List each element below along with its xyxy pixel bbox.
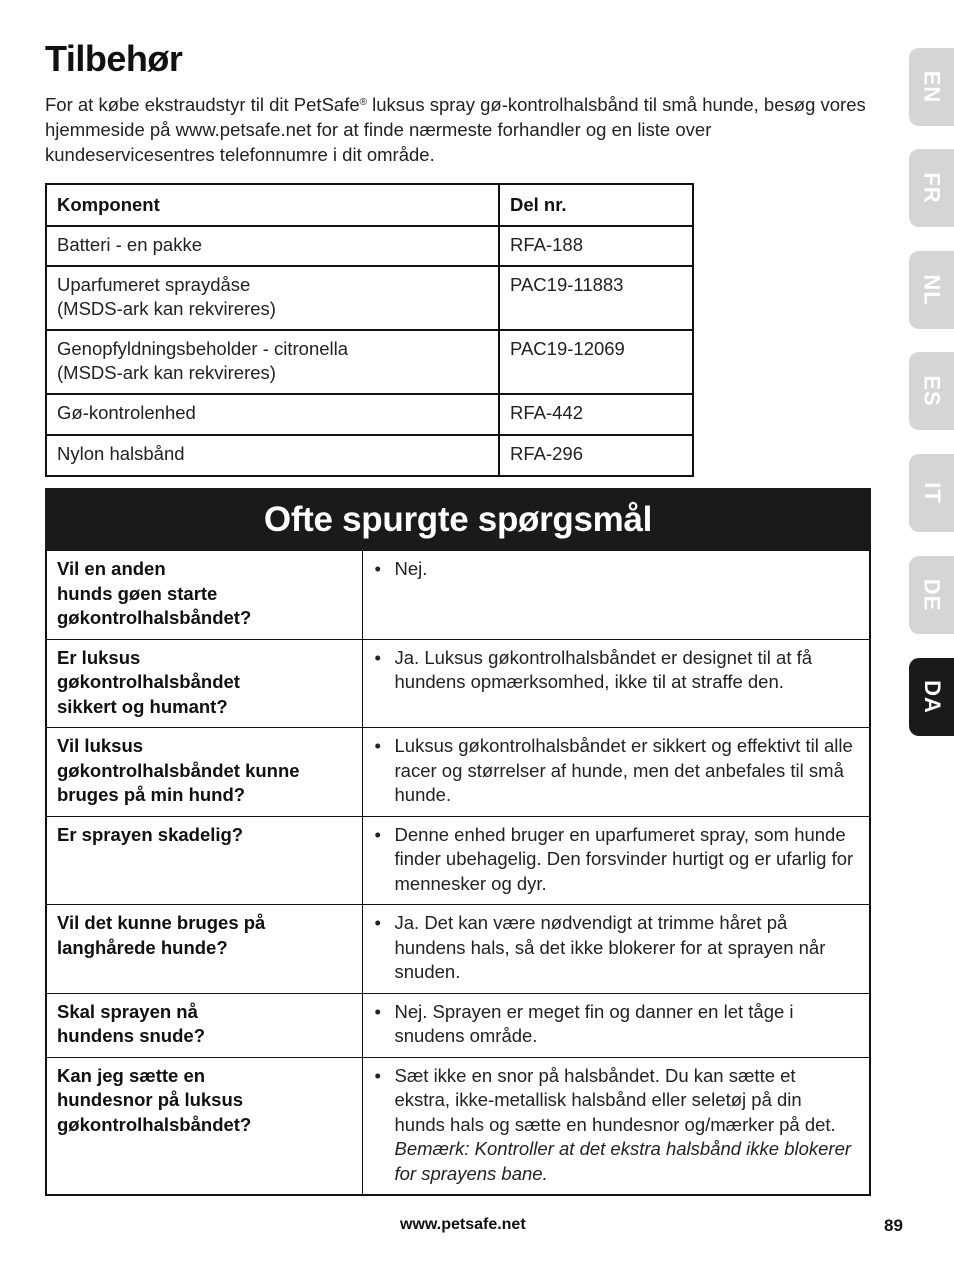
accessories-table-header (46, 184, 693, 226)
question-line: Er sprayen skadelig? (57, 823, 244, 845)
answer-text: Nej. (394, 558, 428, 579)
faq-answer (362, 1057, 870, 1195)
faq-answer (362, 551, 870, 640)
tab-es[interactable] (909, 352, 954, 430)
faq-answer (362, 905, 870, 994)
answer-text: Nej. Sprayen er meget fin og danner en let tåge i snudens område. (394, 1000, 794, 1046)
faq-table (45, 550, 871, 1196)
intro-paragraph (45, 92, 875, 167)
answer-text: Ja. Det kan være nødvendigt at trimme håret på hundens hals, så det ikke blokerer for at sprayen når snuden. (394, 912, 826, 982)
faq-row (46, 1057, 870, 1195)
faq-heading: Ofte spurgte spørgsmål (45, 488, 871, 551)
faq-question (46, 993, 362, 1057)
tab-it[interactable] (909, 454, 954, 532)
question-line: bruges på min hund? (57, 784, 246, 805)
bullet: • (374, 823, 381, 845)
faq-question (46, 551, 362, 640)
bullet: • (374, 558, 381, 579)
header-part-number: Del nr. (499, 184, 693, 226)
part-number: PAC19-11883 (499, 266, 693, 330)
tab-label: EN (919, 70, 945, 104)
question-line: Er luksus (57, 646, 141, 668)
faq-row (46, 639, 870, 728)
bullet: • (374, 1000, 381, 1022)
tab-fr[interactable] (909, 149, 954, 227)
answer-text: Sæt ikke en snor på halsbåndet. Du kan sætte et ekstra, ikke-metallisk halsbånd eller seletøj på din hunds hals og sætte en hundesnor og/mærker på det. (394, 1064, 836, 1135)
header-component: Komponent (46, 184, 499, 226)
accessories-table (45, 183, 694, 477)
bullet: • (374, 1064, 381, 1086)
faq-answer (362, 728, 870, 817)
component-cell (46, 266, 499, 330)
tab-en[interactable] (909, 48, 954, 126)
question-line: Vil det kunne bruges på (57, 912, 266, 933)
bullet: • (374, 646, 381, 668)
part-number: RFA-442 (499, 394, 693, 435)
answer-text: Denne enhed bruger en uparfumeret spray, som hunde finder ubehagelig. Den forsvinder hurtigt og er ufarlig for mennesker og dyr. (394, 823, 854, 894)
component-name: Gø-kontrolenhed (46, 394, 499, 435)
bullet: • (374, 912, 381, 933)
component-note: (MSDS-ark kan rekvireres) (57, 362, 276, 383)
question-line: hundens snude? (57, 1025, 205, 1046)
tab-label: DE (919, 578, 945, 612)
question-line: sikkert og humant? (57, 695, 228, 717)
table-row (46, 435, 693, 476)
table-row (46, 330, 693, 394)
component-cell (46, 330, 499, 394)
answer-note: Bemærk: Kontroller at det ekstra halsbånd ikke blokerer for sprayens bane. (394, 1138, 852, 1184)
registered-mark: ® (359, 97, 368, 108)
part-number: RFA-296 (499, 435, 693, 476)
question-line: Vil luksus (57, 735, 144, 756)
component-note: (MSDS-ark kan rekvireres) (57, 298, 276, 319)
page-number: 89 (884, 1216, 903, 1235)
question-line: gøkontrolhalsbåndet (57, 671, 240, 692)
faq-row (46, 905, 870, 994)
tab-da[interactable] (909, 658, 954, 736)
tab-label: NL (919, 274, 945, 306)
question-line: Vil en anden (57, 558, 166, 579)
component-name: Nylon halsbånd (46, 435, 499, 476)
component-name: Uparfumeret spraydåse (57, 274, 251, 295)
faq-row (46, 551, 870, 640)
question-line: langhårede hunde? (57, 936, 228, 958)
tab-label: FR (919, 172, 945, 204)
tab-label: DA (919, 680, 945, 714)
faq-answer (362, 993, 870, 1057)
faq-question (46, 728, 362, 817)
faq-question (46, 1057, 362, 1195)
tab-nl[interactable] (909, 251, 954, 329)
component-name: Genopfyldningsbeholder - citronella (57, 338, 349, 359)
table-row (46, 266, 693, 330)
faq-question (46, 639, 362, 728)
question-line: Skal sprayen nå (57, 1000, 198, 1022)
tab-label: ES (919, 375, 945, 407)
question-line: gøkontrolhalsbåndet kunne (57, 759, 300, 781)
question-line: hundesnor på luksus (57, 1089, 244, 1110)
table-row (46, 394, 693, 435)
question-line: hunds gøen starte (57, 582, 218, 604)
question-line: gøkontrolhalsbåndet? (57, 607, 252, 628)
faq-answer (362, 639, 870, 728)
tab-de[interactable] (909, 556, 954, 634)
faq-row (46, 993, 870, 1057)
faq-question (46, 905, 362, 994)
part-number: RFA-188 (499, 226, 693, 266)
intro-text-start: For at købe ekstraudstyr til dit PetSafe (45, 94, 360, 115)
faq-row (46, 816, 870, 905)
table-row (46, 226, 693, 266)
answer-text: Luksus gøkontrolhalsbåndet er sikkert og effektivt til alle racer og størrelser af hunde, men det anbefales til små hunde. (394, 735, 853, 805)
answer-text: Ja. Luksus gøkontrolhalsbåndet er designet til at få hundens opmærksomhed, ikke til at straffe den. (394, 646, 813, 692)
question-line: gøkontrolhalsbåndet? (57, 1113, 252, 1135)
footer-url: www.petsafe.net (400, 1216, 526, 1233)
page-title: Tilbehør (45, 38, 183, 79)
faq-question (46, 816, 362, 905)
faq-answer (362, 816, 870, 905)
intro-text-end: luksus spray gø-kontrolhalsbånd til små hunde, besøg vores hjemmeside på www.petsafe.net for at finde nærmeste forhandler og en liste over kundeservicesentres telefonnumre i dit område. (45, 94, 866, 165)
question-line: Kan jeg sætte en (57, 1064, 206, 1086)
component-name: Batteri - en pakke (46, 226, 499, 266)
tab-label: IT (919, 482, 945, 504)
bullet: • (374, 735, 381, 756)
faq-row (46, 728, 870, 817)
part-number: PAC19-12069 (499, 330, 693, 394)
